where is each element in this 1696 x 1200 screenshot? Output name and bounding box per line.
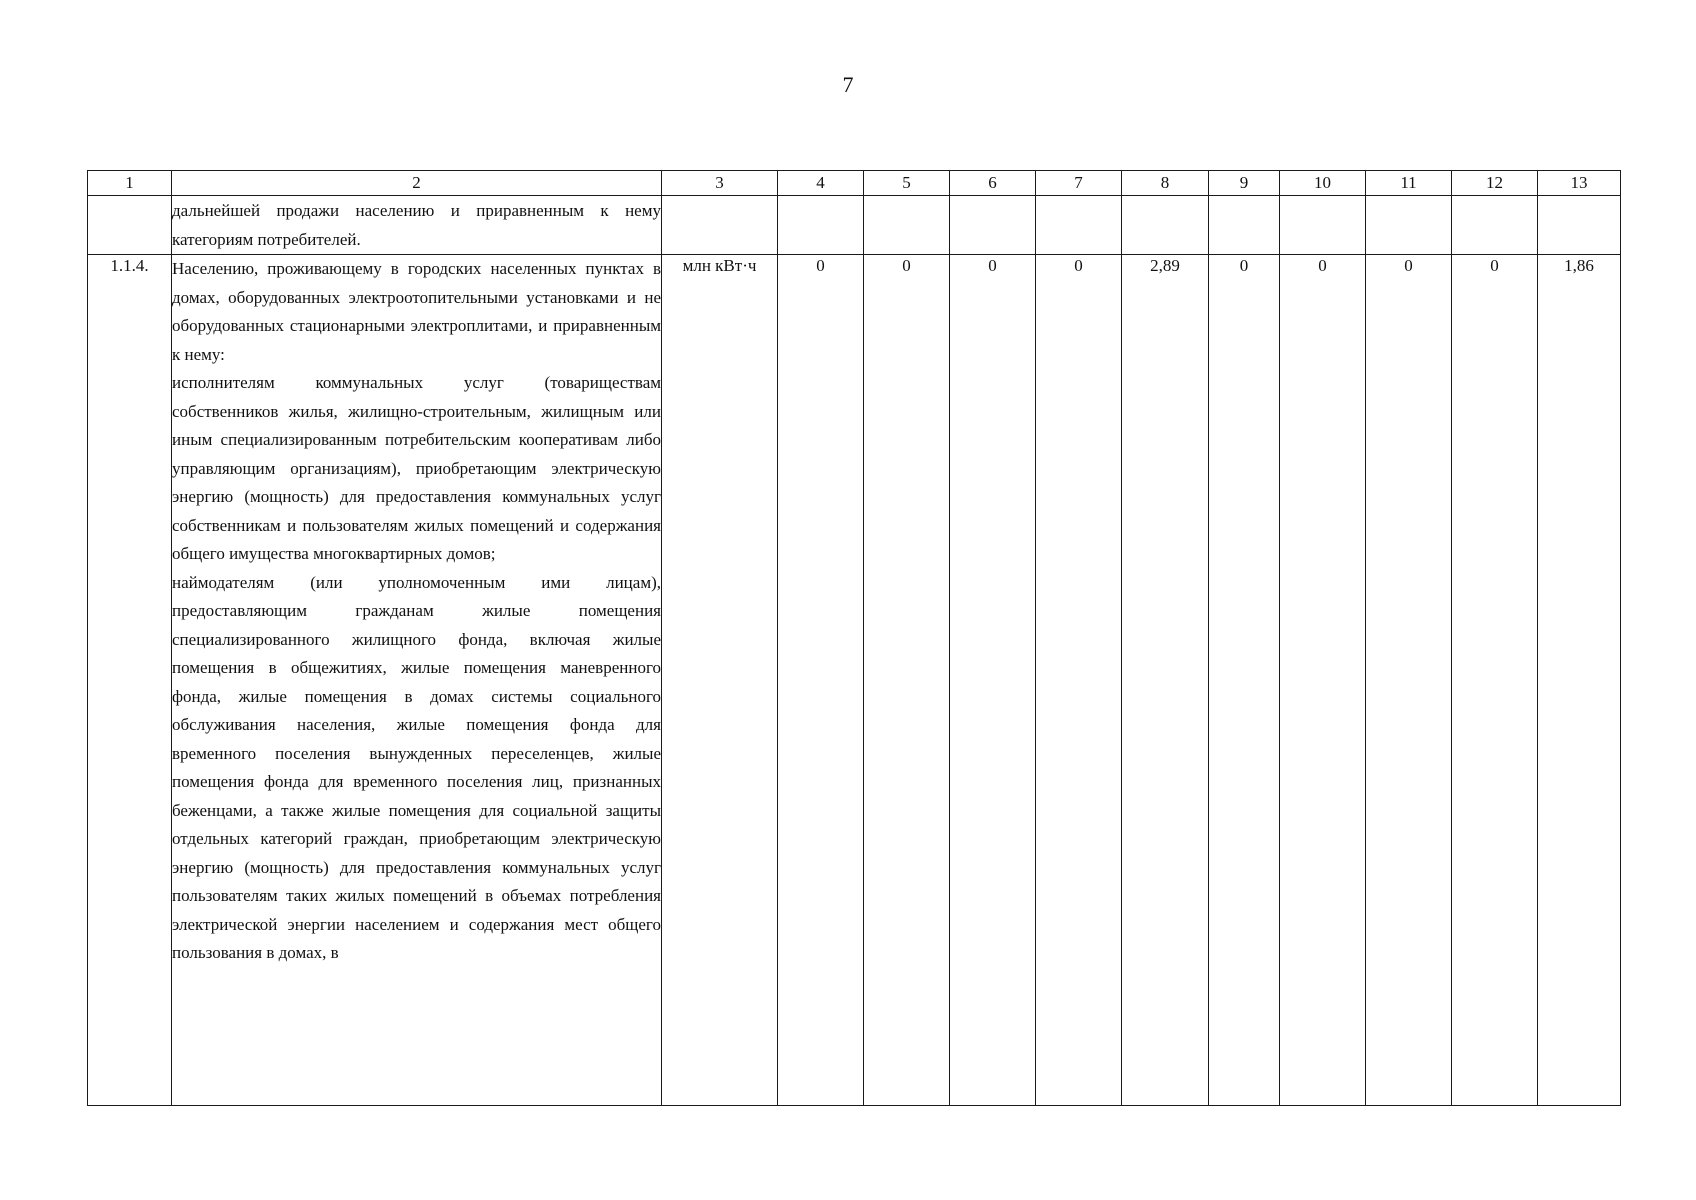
value-cell — [1538, 196, 1621, 255]
row-number-cell: 1.1.4. — [88, 255, 172, 1106]
column-header: 2 — [172, 171, 662, 196]
description-paragraph: исполнителям коммунальных услуг (товариществам собственников жилья, жилищно-строительным, жилищным или иным специализированным потребительским кооперативам либо управляющим организациям), приобретающим электрическую энергию (мощность) для предоставления коммунальных услуг собственникам и пользователям жилых помещений и содержания общего имущества многоквартирных домов; — [172, 373, 661, 563]
value-cell: 0 — [950, 255, 1036, 1106]
table-row — [88, 196, 1621, 255]
value-cell — [864, 196, 950, 255]
value-cell — [1036, 196, 1122, 255]
description-paragraph: Населению, проживающему в городских населенных пунктах в домах, оборудованных электроотопительными установками и не оборудованных стационарными электроплитами, и приравненным к нему: — [172, 259, 661, 364]
column-header: 6 — [950, 171, 1036, 196]
column-header: 7 — [1036, 171, 1122, 196]
column-header: 5 — [864, 171, 950, 196]
value-cell: 2,89 — [1122, 255, 1209, 1106]
row-description-cell — [172, 196, 662, 255]
row-description-cell — [172, 255, 662, 1106]
value-cell: 0 — [1280, 255, 1366, 1106]
column-header: 12 — [1452, 171, 1538, 196]
unit-cell: млн кВт·ч — [662, 255, 778, 1106]
unit-cell — [662, 196, 778, 255]
value-cell: 1,86 — [1538, 255, 1621, 1106]
row-number-cell — [88, 196, 172, 255]
data-table — [87, 170, 1621, 1106]
column-header: 13 — [1538, 171, 1621, 196]
column-header: 4 — [778, 171, 864, 196]
value-cell — [1122, 196, 1209, 255]
column-header: 8 — [1122, 171, 1209, 196]
column-header: 11 — [1366, 171, 1452, 196]
value-cell — [1209, 196, 1280, 255]
value-cell: 0 — [1366, 255, 1452, 1106]
value-cell — [950, 196, 1036, 255]
value-cell — [778, 196, 864, 255]
page-number: 7 — [842, 72, 854, 97]
description-paragraph: дальнейшей продажи населению и приравненным к нему категориям потребителей. — [172, 201, 661, 249]
value-cell: 0 — [1452, 255, 1538, 1106]
description-paragraph: наймодателям (или уполномоченным ими лицам), предоставляющим гражданам жилые помещения специализированного жилищного фонда, включая жилые помещения в общежитиях, жилые помещения маневренного фонда, жилые помещения в домах системы социального обслуживания населения, жилые помещения фонда для временного поселения вынужденных переселенцев, жилые помещения фонда для временного поселения лиц, признанных беженцами, а также жилые помещения для социальной защиты отдельных категорий граждан, приобретающим электрическую энергию (мощность) для предоставления коммунальных услуг пользователям таких жилых помещений в объемах потребления электрической энергии населением и содержания мест общего пользования в домах, в — [172, 572, 661, 962]
value-cell — [1452, 196, 1538, 255]
value-cell: 0 — [1209, 255, 1280, 1106]
value-cell — [1280, 196, 1366, 255]
column-header: 10 — [1280, 171, 1366, 196]
column-header: 3 — [662, 171, 778, 196]
header-row — [88, 171, 1621, 196]
value-cell: 0 — [864, 255, 950, 1106]
value-cell: 0 — [778, 255, 864, 1106]
value-cell: 0 — [1036, 255, 1122, 1106]
value-cell — [1366, 196, 1452, 255]
table-row — [88, 255, 1621, 1106]
column-header: 9 — [1209, 171, 1280, 196]
column-header: 1 — [88, 171, 172, 196]
